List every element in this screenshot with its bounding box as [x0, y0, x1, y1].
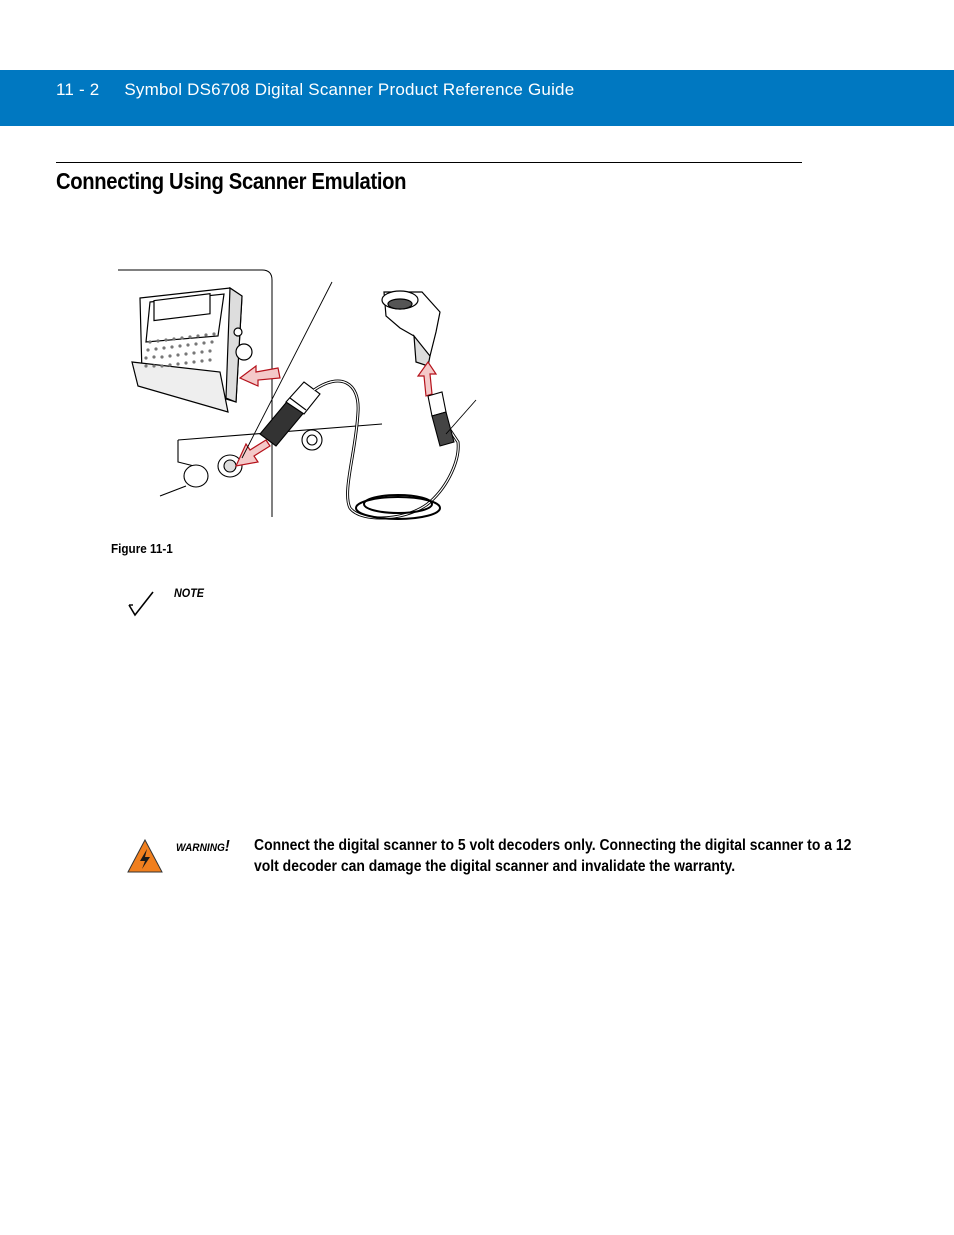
running-header — [56, 80, 574, 100]
warning-text: Connect the digital scanner to 5 volt decoders only. Connecting the digital scanner to a 12 volt decoder can damage the digital scanner and invalidate the warranty. — [254, 837, 852, 875]
warning-label-text: WARNING — [176, 842, 225, 854]
scanner-plug — [428, 392, 454, 446]
page-number: 11 - 2 — [56, 80, 100, 99]
warning-exclamation: ! — [224, 838, 230, 855]
terminal-device — [132, 288, 252, 412]
checkmark-icon — [127, 591, 155, 617]
scanner-emulation-illustration — [110, 262, 490, 532]
note-label: NOTE — [174, 586, 205, 600]
warning-label — [176, 838, 230, 856]
handheld-scanner — [382, 291, 440, 366]
section-title: Connecting Using Scanner Emulation — [56, 168, 407, 194]
warning-triangle-icon — [126, 838, 164, 874]
section-rule — [56, 162, 802, 163]
insert-arrow-terminal — [240, 366, 280, 386]
figure-caption: Figure 11-1 — [111, 541, 173, 556]
insert-arrow-port — [236, 440, 270, 466]
guide-title: Symbol DS6708 Digital Scanner Product Reference Guide — [124, 80, 575, 99]
insert-arrow-scanner — [418, 362, 436, 396]
